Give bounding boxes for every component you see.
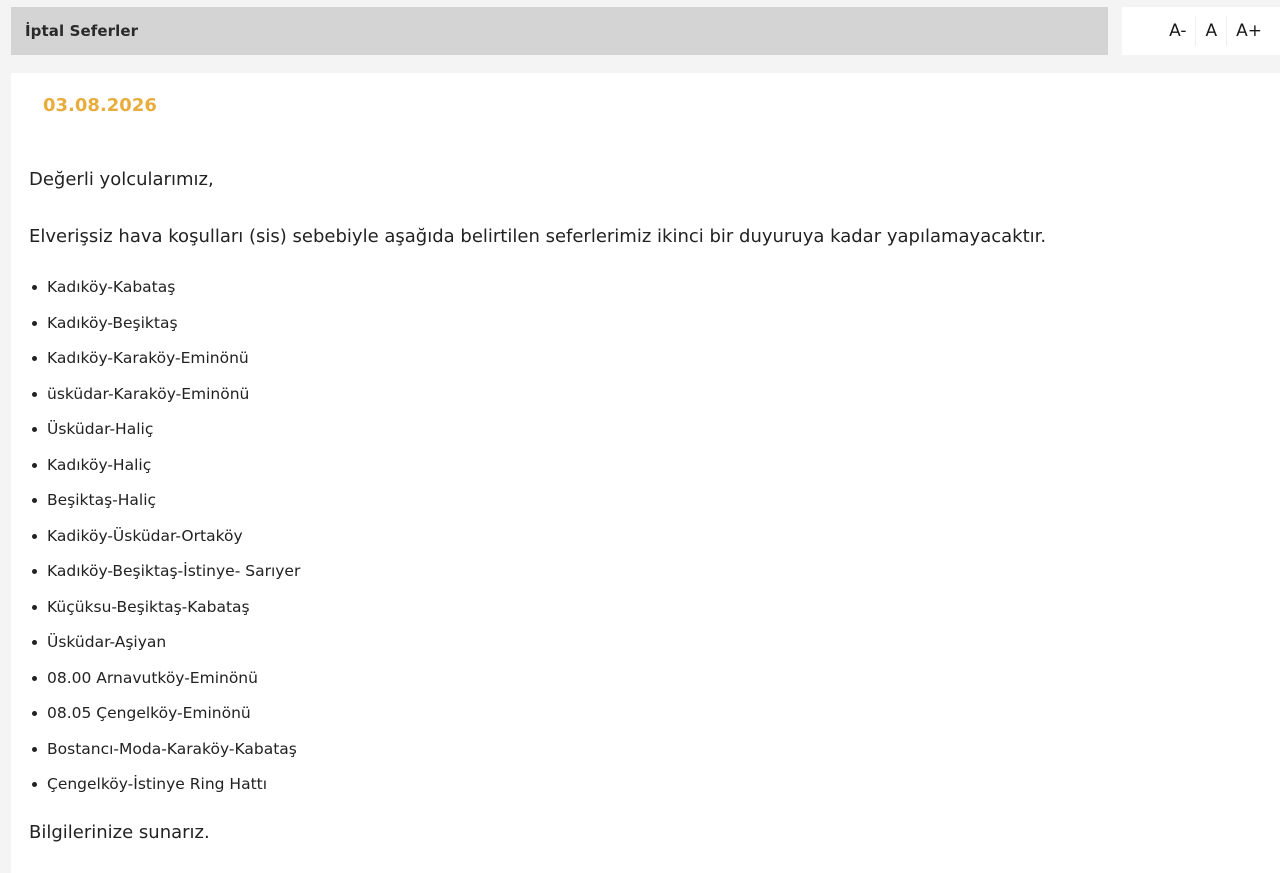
route-list-item: Üsküdar-Haliç [29,415,300,451]
route-list-item: Bostancı-Moda-Karaköy-Kabataş [29,735,300,771]
route-list-item: Beşiktaş-Haliç [29,486,300,522]
announcement-body: Elverişsiz hava koşulları (sis) sebebiyle aşağıda belirtilen seferlerimiz ikinci bir duyuruya kadar yapılamayacaktır. [29,226,1047,247]
route-list-item: Kadıköy-Beşiktaş-İstinye- Sarıyer [29,557,300,593]
route-list-item: Kadıköy-Karaköy-Eminönü [29,344,300,380]
font-size-controls [1122,7,1280,55]
route-list-item: Kadıköy-Beşiktaş [29,309,300,345]
page-title: İptal Seferler [25,22,139,40]
announcement-greeting: Değerli yolcularımız, [29,169,214,190]
announcement-closing: Bilgilerinize sunarız. [29,822,210,843]
route-list-item: Üsküdar-Aşiyan [29,628,300,664]
cancelled-routes-list [29,273,300,806]
announcement-content [11,73,1280,873]
route-list-item: Kadıköy-Haliç [29,451,300,487]
route-list-item: Çengelköy-İstinye Ring Hattı [29,770,300,806]
route-list-item: üsküdar-Karaköy-Eminönü [29,380,300,416]
route-list-item: 08.00 Arnavutköy-Eminönü [29,664,300,700]
route-list-item: 08.05 Çengelköy-Eminönü [29,699,300,735]
route-list-item: Kadıköy-Kabataş [29,273,300,309]
font-reset-button[interactable]: A [1195,16,1226,46]
page-header [11,7,1108,55]
route-list-item: Küçüksu-Beşiktaş-Kabataş [29,593,300,629]
font-increase-button[interactable]: A+ [1226,16,1280,46]
font-decrease-button[interactable]: A- [1169,21,1187,41]
route-list-item: Kadiköy-Üsküdar-Ortaköy [29,522,300,558]
announcement-date: 03.08.2026 [43,95,157,116]
